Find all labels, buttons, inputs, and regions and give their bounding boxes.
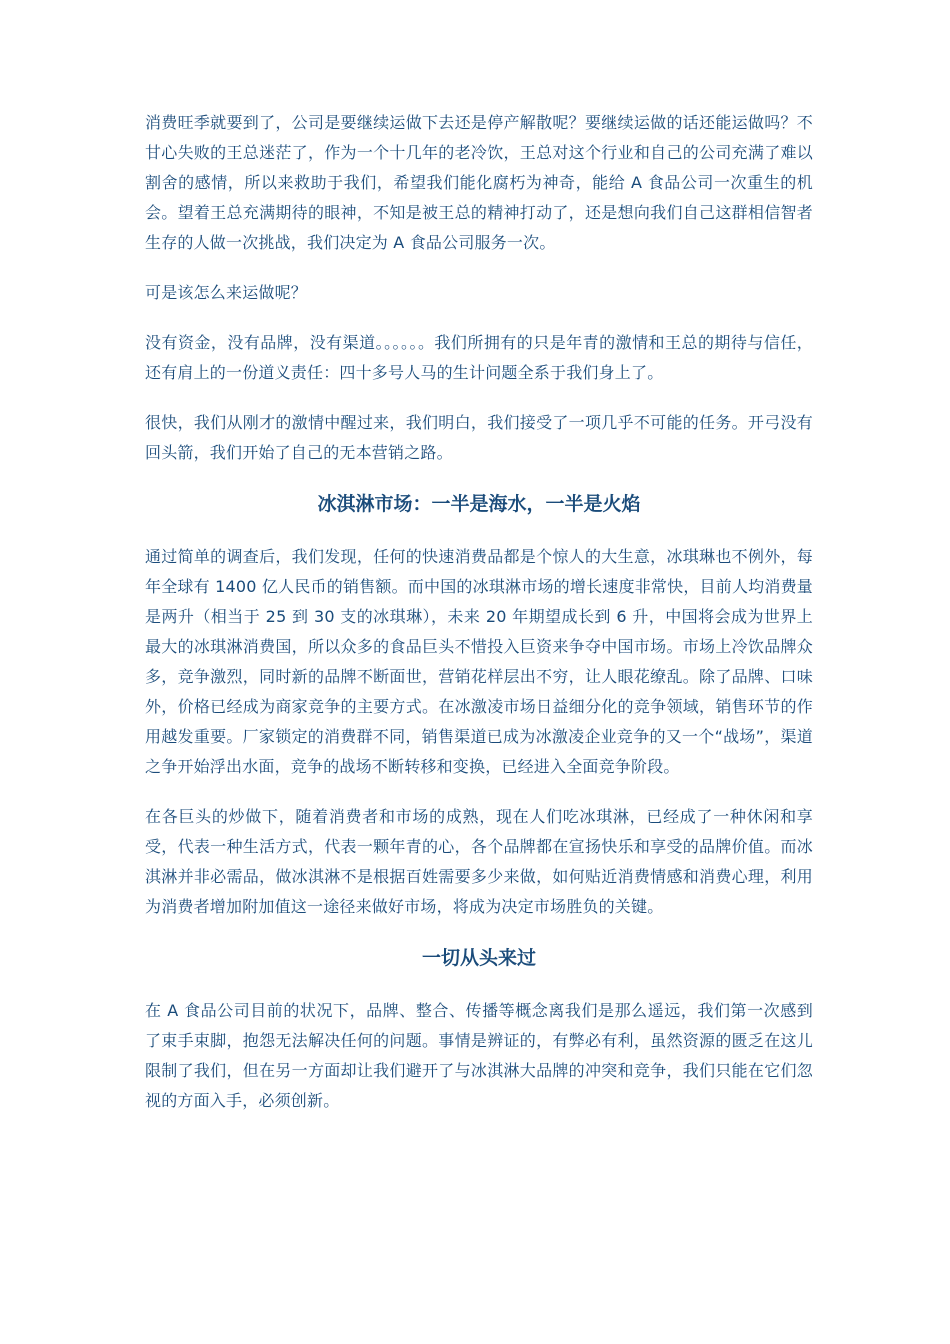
paragraph: 很快，我们从刚才的激情中醒过来，我们明白，我们接受了一项几乎不可能的任务。开弓没有回头箭，我们开始了自己的无本营销之路。 — [145, 413, 813, 462]
paragraph: 可是该怎么来运做呢？ — [145, 283, 308, 302]
section-heading: 一切从头来过 — [421, 947, 536, 969]
document-body — [145, 108, 813, 1136]
section-heading: 冰淇淋市场：一半是海水，一半是火焰 — [317, 493, 641, 515]
paragraph: 通过简单的调查后，我们发现，任何的快速消费品都是个惊人的大生意，冰琪琳也不例外，每年全球有 1400 亿人民币的销售额。而中国的冰琪淋市场的增长速度非常快，目前人均消费量是两升（相当于 25 到 30 支的冰琪琳），未来 20 年期望成长到 6 升，中国将会成为世界上最大的冰琪淋消费国，所以众多的食品巨头不惜投入巨资来争夺中国市场。市场上冷饮品牌众多，竞争激烈，同时新的品牌不断面世，营销花样层出不穷，让人眼花缭乱。除了品牌、口味外，价格已经成为商家竞争的主要方式。在冰激凌市场日益细分化的竞争领域，销售环节的作用越发重要。厂家锁定的消费群不同，销售渠道已成为冰激凌企业竞争的又一个“战场”，渠道之争开始浮出水面，竞争的战场不断转移和变换，已经进入全面竞争阶段。 — [145, 547, 813, 776]
paragraph: 消费旺季就要到了，公司是要继续运做下去还是停产解散呢？要继续运做的话还能运做吗？不甘心失败的王总迷茫了，作为一个十几年的老冷饮，王总对这个行业和自己的公司充满了难以割舍的感情，所以来救助于我们，希望我们能化腐朽为神奇，能给 A 食品公司一次重生的机会。望着王总充满期待的眼神，不知是被王总的精神打动了，还是想向我们自己这群相信智者生存的人做一次挑战，我们决定为 A 食品公司服务一次。 — [145, 113, 813, 252]
paragraph: 在各巨头的炒做下，随着消费者和市场的成熟，现在人们吃冰琪淋，已经成了一种休闲和享受，代表一种生活方式，代表一颗年青的心，各个品牌都在宣扬快乐和享受的品牌价值。而冰淇淋并非必需品，做冰淇淋不是根据百姓需要多少来做，如何贴近消费情感和消费心理，利用为消费者增加附加值这一途径来做好市场，将成为决定市场胜负的关键。 — [145, 807, 813, 916]
paragraph: 在 A 食品公司目前的状况下，品牌、整合、传播等概念离我们是那么遥远，我们第一次感到了束手束脚，抱怨无法解决任何的问题。事情是辨证的，有弊必有利，虽然资源的匮乏在这儿限制了我们，但在另一方面却让我们避开了与冰淇淋大品牌的冲突和竞争，我们只能在它们忽视的方面入手，必须创新。 — [145, 1001, 813, 1110]
paragraph: 没有资金，没有品牌，没有渠道。。。。。。我们所拥有的只是年青的激情和王总的期待与信任，还有肩上的一份道义责任：四十多号人马的生计问题全系于我们身上了。 — [145, 333, 813, 382]
